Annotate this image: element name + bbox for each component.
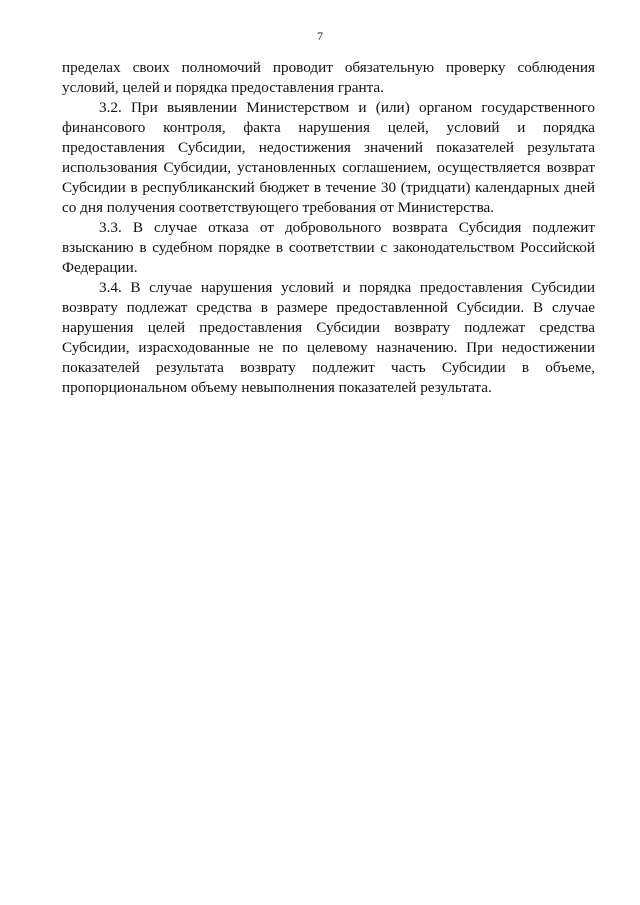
paragraph-3-2: 3.2. При выявлении Министерством и (или) органом государственного финансового контроля, факта нарушения целей, условий и порядка предоставления Субсидии, недостижения значений показателей результата использования Субсидии, установленных соглашением, осуществляется возврат Субсидии в республиканский бюджет в течение 30 (тридцати) календарных дней со дня получения соответствующего требования от Министерства. xyxy=(62,99,595,216)
paragraph-continuation: пределах своих полномочий проводит обязательную проверку соблюдения условий, целей и порядка предоставления гранта. xyxy=(62,59,595,96)
document-body xyxy=(62,58,595,398)
paragraph-3-3: 3.3. В случае отказа от добровольного возврата Субсидия подлежит взысканию в судебном порядке в соответствии с законодательством Российской Федерации. xyxy=(62,219,595,276)
paragraph-3-4: 3.4. В случае нарушения условий и порядка предоставления Субсидии возврату подлежат средства в размере предоставленной Субсидии. В случае нарушения целей предоставления Субсидии возврату подлежат средства Субсидии, израсходованные не по целевому назначению. При недостижении показателей результата возврату подлежит часть Субсидии в объеме, пропорциональном объему невыполнения показателей результата. xyxy=(62,279,595,396)
page-number: 7 xyxy=(317,29,323,43)
